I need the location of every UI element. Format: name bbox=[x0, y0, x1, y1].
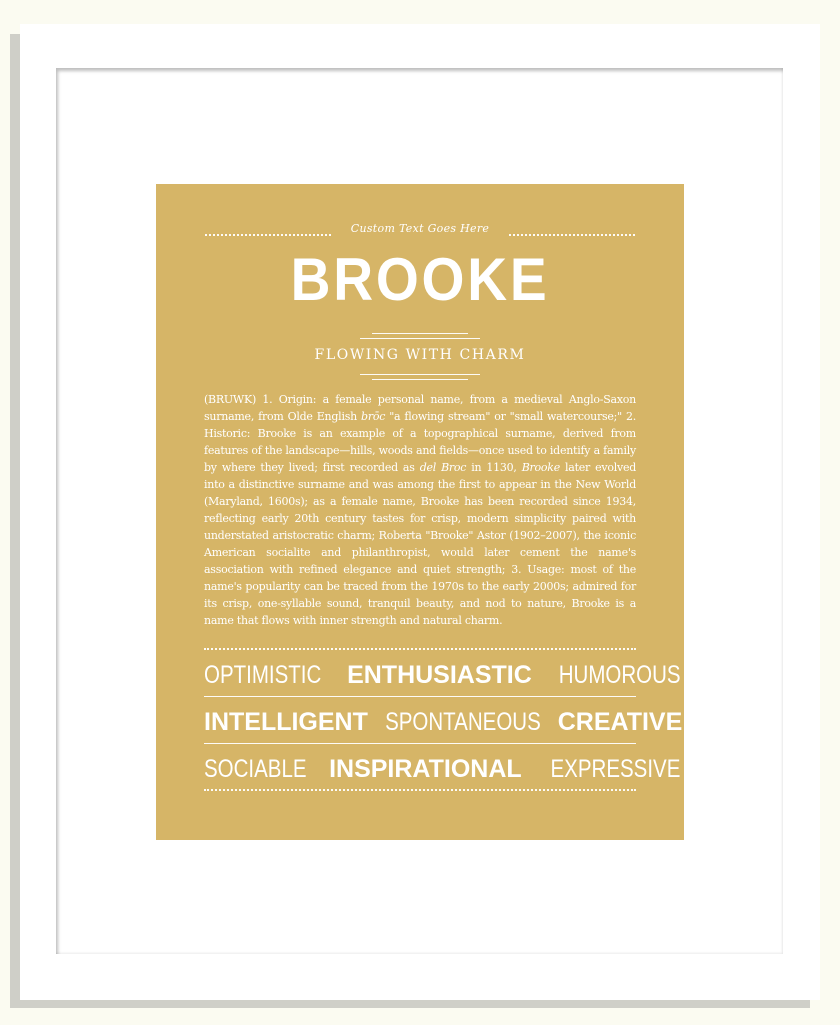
rule-line bbox=[360, 374, 480, 375]
trait-word: EXPRESSIVE bbox=[550, 755, 681, 783]
dotted-divider bbox=[509, 234, 635, 236]
definition-text: Brooke bbox=[521, 461, 560, 474]
rule-line bbox=[204, 743, 636, 744]
definition-text: later evolved into a distinctive surname and was among the first to appear in the New World (Maryland, 1600s); as a female name, Brooke has been recorded since 1934, reflecting early 20th century tastes for crisp, modern simplicity paired with understated aristocratic charm; Roberta "Brooke" Astor (1902–2007), the iconic American socialite and philanthropist, would later cement the name's association with refined elegance and quiet strength; 3. Usage: most of the name's popularity can be traced from the 1970s to the early 2000s; admired for its crisp, one-syllable sound, tranquil beauty, and nod to nature, Brooke is a name that flows with inner strength and natural charm. bbox=[204, 461, 636, 627]
trait-word: INTELLIGENT bbox=[204, 708, 368, 736]
traits-row bbox=[204, 658, 681, 692]
name-print bbox=[156, 184, 684, 840]
name-title: BROOKE bbox=[290, 246, 550, 313]
definition-text: brōc bbox=[361, 410, 386, 423]
name-meaning: FLOWING WITH CHARM bbox=[314, 347, 526, 363]
rule-line bbox=[204, 696, 636, 697]
definition-text: "a flowing stream" or "small watercourse;" 2. Historic: Brooke is an example of a topographical surname, derived from features of the landscape—hills, woods and fields—once used to identify a family by where they lived; first recorded as bbox=[204, 410, 637, 474]
traits-row bbox=[204, 752, 681, 786]
rule-line bbox=[372, 379, 468, 380]
trait-word: OPTIMISTIC bbox=[204, 661, 322, 689]
rule-line bbox=[360, 338, 480, 339]
frame-shadow bbox=[10, 34, 20, 1008]
name-definition bbox=[204, 391, 636, 629]
rule-line bbox=[372, 333, 468, 334]
trait-word: CREATIVE bbox=[557, 708, 683, 736]
definition-text: (BRUWK) 1. Origin: a female personal name, from a medieval Anglo-Saxon surname, from Olde English bbox=[204, 393, 636, 423]
definition-text: in 1130, bbox=[466, 461, 522, 474]
dotted-divider bbox=[204, 789, 636, 791]
trait-word: SOCIABLE bbox=[204, 755, 307, 783]
custom-text: Custom Text Goes Here bbox=[350, 222, 490, 235]
trait-word: HUMOROUS bbox=[558, 661, 681, 689]
trait-word: SPONTANEOUS bbox=[384, 708, 541, 736]
traits-row bbox=[204, 705, 683, 739]
trait-word: INSPIRATIONAL bbox=[329, 755, 522, 783]
definition-text: del Broc bbox=[419, 461, 467, 474]
trait-word: ENTHUSIASTIC bbox=[347, 661, 532, 689]
custom-text-row bbox=[205, 220, 635, 244]
dotted-divider bbox=[204, 648, 636, 650]
